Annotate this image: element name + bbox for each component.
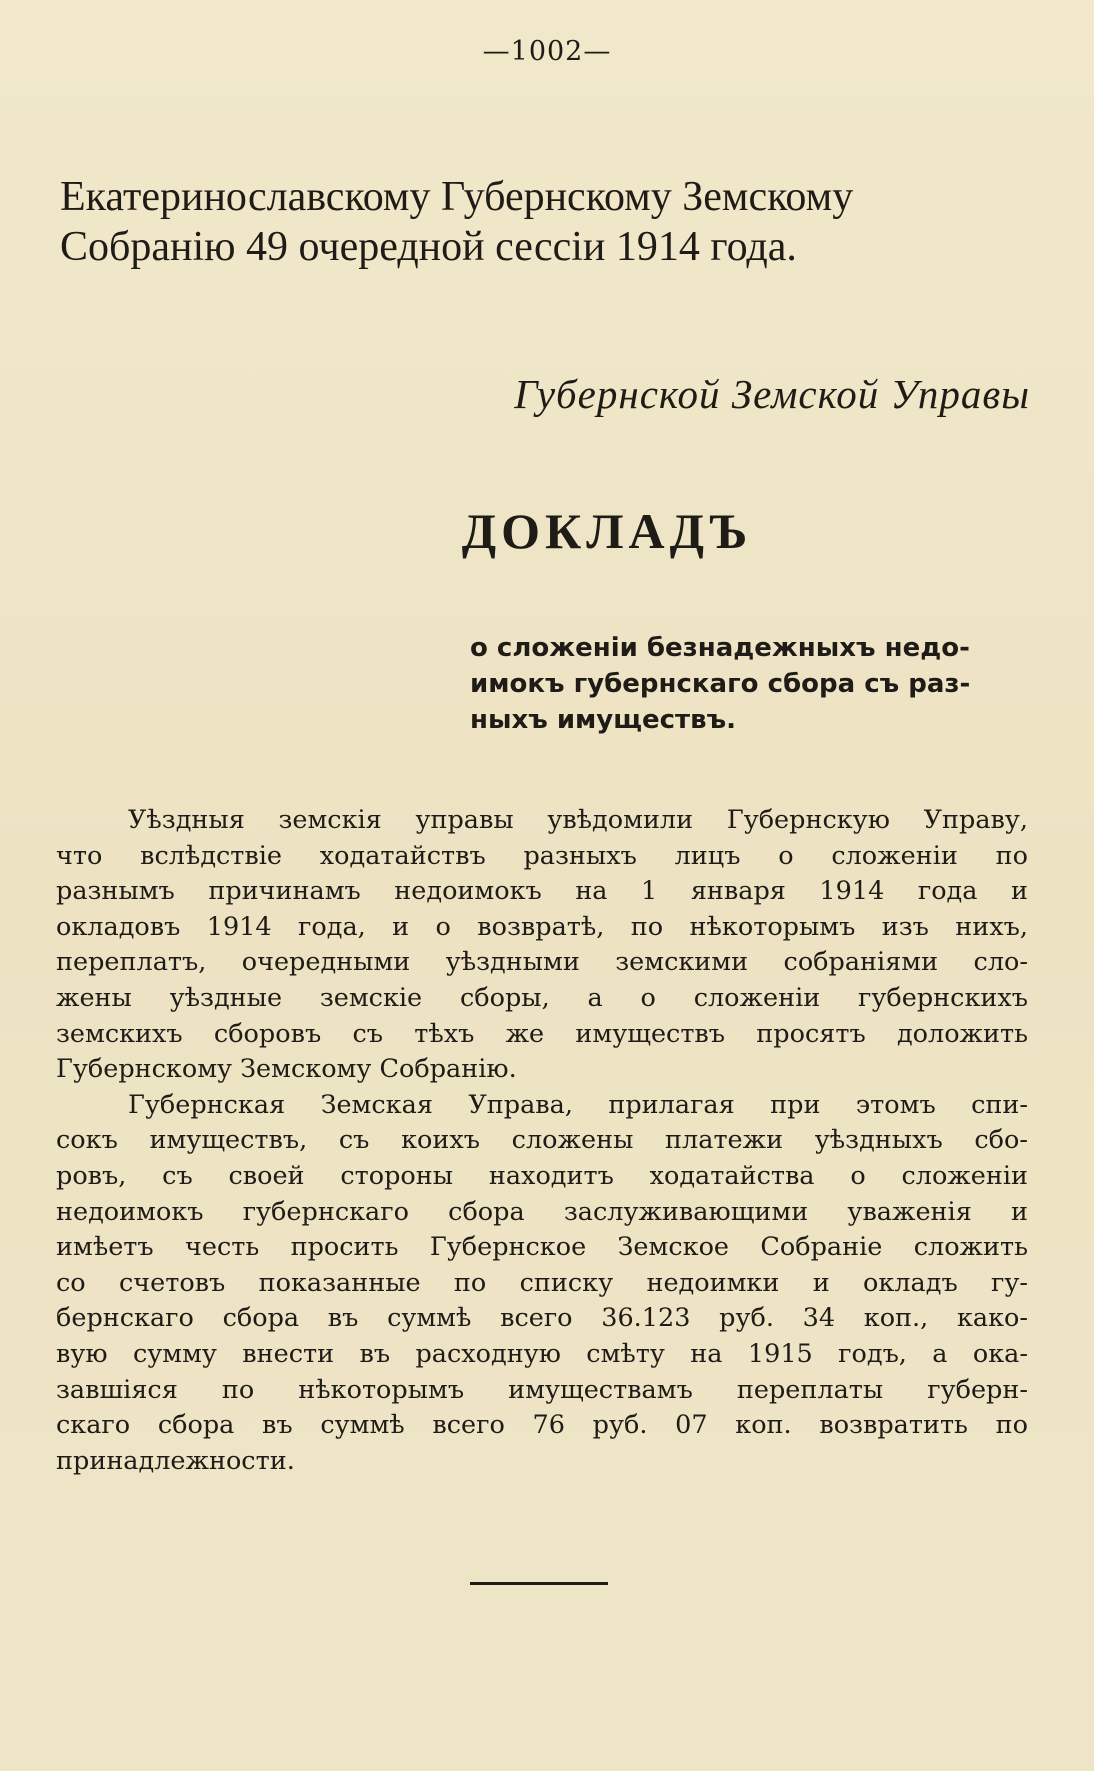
text-line: Губернская Земская Управа, прилагая при этомъ спи- [128,1089,1028,1120]
closing-rule [470,1582,608,1585]
text-line: бернскаго сбора въ суммѣ всего 36.123 руб. 34 коп., како- [56,1303,1028,1334]
heading-line: Собранію 49 очередной сессіи 1914 года. [60,224,797,270]
text-line: скаго сбора въ суммѣ всего 76 руб. 07 коп. возвратить по [56,1410,1028,1441]
text-line: разнымъ причинамъ недоимокъ на 1 января 1914 года и [56,876,1028,907]
paragraph-1 [56,803,1028,1088]
text-line: завшіяся по нѣкоторымъ имуществамъ переплаты губерн- [56,1374,1028,1405]
text-line: земскихъ сборовъ съ тѣхъ же имуществъ просятъ доложить [56,1018,1028,1049]
page-number: —1002— [482,36,612,67]
text-line: вую сумму внести въ расходную смѣту на 1915 годъ, а ока- [56,1338,1028,1369]
text-line: Уѣздныя земскія управы увѣдомили Губернскую Управу, [128,805,1028,835]
report-body [56,803,1028,1479]
document-title: ДОКЛАДЪ [461,503,753,559]
report-subject [470,630,1030,738]
subject-line: о сложеніи безнадежныхъ недо- [470,633,970,663]
text-line: ровъ, съ своей стороны находитъ ходатайства о сложеніи [56,1160,1028,1191]
text-line: сокъ имуществъ, съ коихъ сложены платежи уѣздныхъ сбо- [56,1125,1028,1156]
text-line: что вслѣдствіе ходатайствъ разныхъ лицъ о сложеніи по [56,840,1028,871]
text-line: переплатъ, очередными уѣздными земскими собраніями сло- [56,947,1028,978]
text-line: окладовъ 1914 года, и о возвратѣ, по нѣкоторымъ изъ нихъ, [56,911,1028,942]
text-line: принадлежности. [56,1445,295,1476]
text-line: Губернскому Земскому Собранію. [56,1054,517,1085]
text-line: жены уѣздные земскіе сборы, а о сложеніи губернскихъ [56,982,1028,1013]
text-line: со счетовъ показанные по списку недоимки и окладъ гу- [56,1267,1028,1298]
heading-line: Екатеринославскому Губернскому Земскому [60,174,854,220]
addressee-heading [60,172,1040,272]
text-line: имѣетъ честь просить Губернское Земское Собраніе сложить [56,1232,1028,1263]
issuer-line: Губернской Земской Управы [514,371,1030,417]
subject-line: ныхъ имуществъ. [470,705,736,735]
text-line: недоимокъ губернскаго сбора заслуживающими уваженія и [56,1196,1028,1227]
paragraph-2 [56,1088,1028,1480]
subject-line: имокъ губернскаго сбора съ раз- [470,669,971,699]
